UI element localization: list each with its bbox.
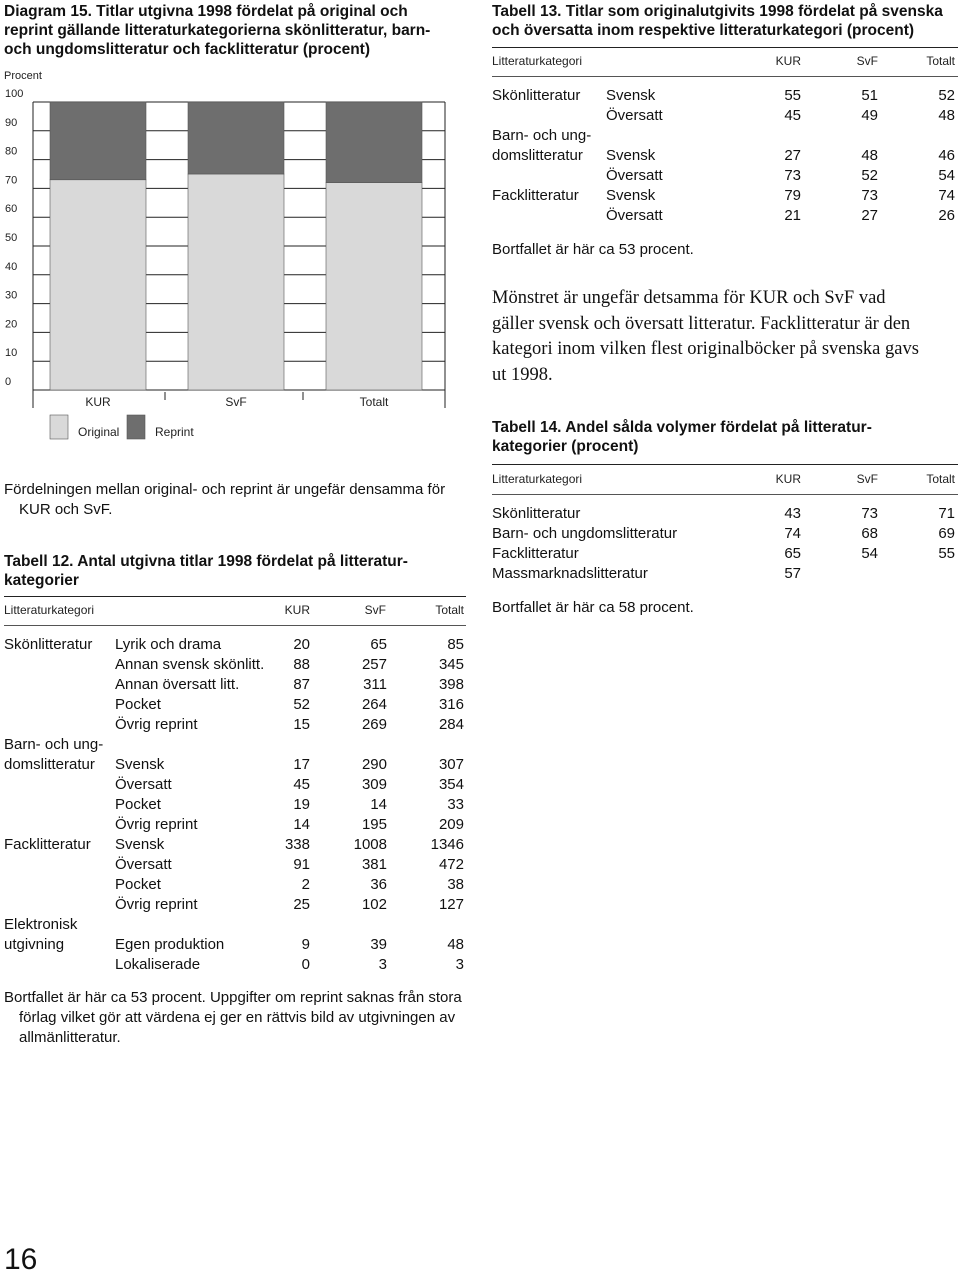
cell-tot: 54 <box>938 167 955 184</box>
paragraph-line: Mönstret är ungefär detsamma för KUR och SvF vad <box>492 288 886 308</box>
cell-tot: 69 <box>938 525 955 542</box>
y-tick-label: 80 <box>5 145 18 158</box>
cell-kur: 91 <box>293 856 310 873</box>
caption-line: Fördelningen mellan original- och reprint är ungefär densamma för <box>4 481 446 498</box>
cell-svf: 73 <box>861 505 878 522</box>
table-top-rule <box>492 464 958 465</box>
table-12-note <box>4 988 474 1048</box>
cell-kur: 14 <box>293 816 310 833</box>
cell-tot: 26 <box>938 207 955 224</box>
title-line: Tabell 14. Andel sålda volymer fördelat på litteratur- <box>492 419 872 436</box>
cell-kur: 0 <box>301 956 310 973</box>
cell-kur: 20 <box>293 636 310 653</box>
x-tick-label: Totalt <box>359 395 389 409</box>
row-category: Massmarknadslitteratur <box>492 565 648 582</box>
cell-kur: 73 <box>784 167 801 184</box>
row-category: Facklitteratur <box>492 187 579 204</box>
body-paragraph <box>492 286 957 388</box>
row-subcategory: Övrig reprint <box>115 816 198 833</box>
row-category: Barn- och ung- <box>4 736 104 753</box>
header-category: Litteraturkategori <box>492 54 583 68</box>
row-subcategory: Övrig reprint <box>115 716 198 733</box>
cell-svf: 264 <box>361 696 387 713</box>
table-14-title <box>492 418 960 456</box>
cell-svf: 27 <box>861 207 878 224</box>
cell-tot: 316 <box>438 696 464 713</box>
cell-kur: 79 <box>784 187 801 204</box>
table-top-rule <box>492 47 958 48</box>
cell-kur: 15 <box>293 716 310 733</box>
paragraph-line: kategori inom vilken flest originalböcker på svenska gavs <box>492 339 919 359</box>
cell-svf: 65 <box>370 636 387 653</box>
bar-reprint-kur <box>50 102 146 180</box>
caption-line: KUR och SvF. <box>19 501 113 518</box>
cell-tot: 46 <box>938 147 955 164</box>
cell-svf: 52 <box>861 167 878 184</box>
legend-swatch-reprint <box>127 415 145 439</box>
header-svf: SvF <box>856 54 878 68</box>
cell-svf: 68 <box>861 525 878 542</box>
legend-swatch-original <box>50 415 68 439</box>
cell-svf: 3 <box>378 956 387 973</box>
cell-tot: 284 <box>438 716 464 733</box>
cell-tot: 3 <box>455 956 464 973</box>
diagram-15-title <box>4 2 474 59</box>
cell-tot: 472 <box>438 856 464 873</box>
row-subcategory: Översatt <box>606 107 663 124</box>
cell-kur: 55 <box>784 87 801 104</box>
legend-label: Original <box>78 425 120 439</box>
cell-kur: 2 <box>301 876 310 893</box>
header-kur: KUR <box>284 603 310 617</box>
row-category: Skönlitteratur <box>492 87 581 104</box>
cell-tot: 398 <box>438 676 464 693</box>
row-subcategory: Lyrik och drama <box>115 636 222 653</box>
bars <box>50 102 422 390</box>
cell-tot: 354 <box>438 776 464 793</box>
cell-kur: 43 <box>784 505 801 522</box>
note-line: förlag vilket gör att värdena ej ger en rättvis bild av utgivningen av <box>19 1009 456 1026</box>
row-category: Skönlitteratur <box>492 505 581 522</box>
cell-svf: 48 <box>861 147 878 164</box>
cell-tot: 33 <box>447 796 464 813</box>
header-kur: KUR <box>775 472 801 486</box>
cell-tot: 209 <box>438 816 464 833</box>
row-subcategory: Svensk <box>606 147 656 164</box>
y-tick-label: 100 <box>5 88 24 100</box>
header-totalt: Totalt <box>926 54 955 68</box>
row-subcategory: Svensk <box>115 836 165 853</box>
cell-tot: 345 <box>438 656 464 673</box>
diagram-15-caption <box>4 480 474 520</box>
cell-tot: 48 <box>447 936 464 953</box>
cell-kur: 88 <box>293 656 310 673</box>
cell-svf: 14 <box>370 796 387 813</box>
row-subcategory: Annan översatt litt. <box>115 676 240 693</box>
title-line: och översatta inom respektive litteraturkategori (procent) <box>492 22 915 39</box>
cell-svf: 49 <box>861 107 878 124</box>
table-13-note: Bortfallet är här ca 53 procent. <box>492 241 694 258</box>
legend-label: Reprint <box>155 425 194 439</box>
cell-svf: 51 <box>861 87 878 104</box>
cell-kur: 74 <box>784 525 801 542</box>
row-subcategory: Lokaliserade <box>115 956 201 973</box>
header-svf: SvF <box>856 472 878 486</box>
cell-svf: 309 <box>361 776 387 793</box>
y-tick-label: 30 <box>5 289 18 302</box>
cell-svf: 1008 <box>353 836 387 853</box>
cell-svf: 39 <box>370 936 387 953</box>
cell-svf: 257 <box>361 656 387 673</box>
cell-kur: 45 <box>784 107 801 124</box>
row-category: Facklitteratur <box>492 545 579 562</box>
x-tick-label: KUR <box>85 395 111 409</box>
table-header-rule <box>4 625 466 626</box>
legend <box>50 415 194 439</box>
title-line: reprint gällande litteraturkategorierna skönlitteratur, barn- <box>4 22 431 39</box>
cell-kur: 21 <box>784 207 801 224</box>
row-category: Facklitteratur <box>4 836 91 853</box>
cell-tot: 74 <box>938 187 955 204</box>
cell-tot: 127 <box>438 896 464 913</box>
row-subcategory: Översatt <box>115 856 172 873</box>
row-category: utgivning <box>4 936 65 953</box>
cell-svf: 54 <box>861 545 878 562</box>
cell-kur: 57 <box>784 565 801 582</box>
header-category: Litteraturkategori <box>4 603 95 617</box>
row-subcategory: Svensk <box>606 87 656 104</box>
table-header-rule <box>492 494 958 495</box>
row-category: domslitteratur <box>492 147 583 164</box>
table-14-note: Bortfallet är här ca 58 procent. <box>492 599 694 616</box>
cell-tot: 52 <box>938 87 955 104</box>
title-line: Tabell 12. Antal utgivna titlar 1998 fördelat på litteratur- <box>4 553 408 570</box>
table-13-title <box>492 2 960 40</box>
row-subcategory: Svensk <box>115 756 165 773</box>
diagram-15-chart <box>0 60 470 450</box>
cell-kur: 9 <box>301 936 310 953</box>
bar-original-kur <box>50 180 146 390</box>
cell-tot: 71 <box>938 505 955 522</box>
table-top-rule <box>4 596 466 597</box>
cell-tot: 55 <box>938 545 955 562</box>
cell-svf: 102 <box>361 896 387 913</box>
cell-tot: 85 <box>447 636 464 653</box>
x-tick-label: SvF <box>225 395 247 409</box>
row-subcategory: Pocket <box>115 796 161 813</box>
row-subcategory: Svensk <box>606 187 656 204</box>
header-category: Litteraturkategori <box>492 472 583 486</box>
cell-kur: 65 <box>784 545 801 562</box>
cell-kur: 19 <box>293 796 310 813</box>
title-line: kategorier <box>4 572 79 589</box>
y-tick-label: 20 <box>5 318 18 331</box>
header-totalt: Totalt <box>435 603 464 617</box>
cell-svf: 36 <box>370 876 387 893</box>
table-header-rule <box>492 76 958 77</box>
cell-kur: 45 <box>293 776 310 793</box>
cell-kur: 17 <box>293 756 310 773</box>
bar-reprint-totalt <box>326 102 422 183</box>
y-tick-label: 40 <box>5 260 18 273</box>
row-category: Skönlitteratur <box>4 636 93 653</box>
paragraph-line: gäller svensk och översatt litteratur. Facklitteratur är den <box>492 313 911 334</box>
cell-kur: 87 <box>293 676 310 693</box>
row-subcategory: Pocket <box>115 696 161 713</box>
y-tick-label: 0 <box>5 376 12 388</box>
bar-original-totalt <box>326 183 422 390</box>
y-tick-label: 70 <box>5 174 18 187</box>
row-subcategory: Annan svensk skönlitt. <box>115 656 265 673</box>
header-svf: SvF <box>364 603 386 617</box>
y-axis-label: Procent <box>4 70 42 82</box>
row-category: Elektronisk <box>4 916 78 933</box>
title-line: kategorier (procent) <box>492 438 639 455</box>
cell-kur: 52 <box>293 696 310 713</box>
row-category: domslitteratur <box>4 756 95 773</box>
header-totalt: Totalt <box>926 472 955 486</box>
y-tick-label: 60 <box>5 203 18 216</box>
table-12-title <box>4 552 474 590</box>
cell-tot: 1346 <box>430 836 464 853</box>
y-tick-label: 10 <box>5 347 18 360</box>
cell-tot: 48 <box>938 107 955 124</box>
row-subcategory: Översatt <box>606 167 663 184</box>
row-category: Barn- och ung- <box>492 127 592 144</box>
cell-tot: 307 <box>438 756 464 773</box>
header-kur: KUR <box>775 54 801 68</box>
cell-svf: 381 <box>361 856 387 873</box>
row-subcategory: Pocket <box>115 876 161 893</box>
cell-kur: 338 <box>284 836 310 853</box>
cell-svf: 269 <box>361 716 387 733</box>
note-line: Bortfallet är här ca 53 procent. Uppgifter om reprint saknas från stora <box>4 989 462 1006</box>
y-tick-label: 50 <box>5 232 18 244</box>
page-number: 16 <box>4 1243 38 1276</box>
title-line: Diagram 15. Titlar utgivna 1998 fördelat på original och <box>4 3 408 20</box>
cell-svf: 290 <box>361 756 387 773</box>
row-category: Barn- och ungdomslitteratur <box>492 525 678 542</box>
row-subcategory: Övrig reprint <box>115 896 198 913</box>
title-line: och ungdomslitteratur och facklitteratur (procent) <box>4 41 371 58</box>
cell-svf: 311 <box>363 676 387 693</box>
cell-kur: 27 <box>784 147 801 164</box>
cell-kur: 25 <box>293 896 310 913</box>
bar-reprint-svf <box>188 102 284 174</box>
note-line: allmänlitteratur. <box>19 1029 121 1046</box>
paragraph-line: ut 1998. <box>492 364 553 385</box>
y-tick-label: 90 <box>5 116 18 129</box>
row-subcategory: Egen produktion <box>115 936 225 953</box>
cell-svf: 73 <box>861 187 878 204</box>
row-subcategory: Översatt <box>115 776 172 793</box>
title-line: Tabell 13. Titlar som originalutgivits 1998 fördelat på svenska <box>492 3 943 20</box>
cell-tot: 38 <box>447 876 464 893</box>
row-subcategory: Översatt <box>606 207 663 224</box>
x-axis-labels <box>85 392 389 409</box>
cell-svf: 195 <box>361 816 387 833</box>
bar-original-svf <box>188 174 284 390</box>
